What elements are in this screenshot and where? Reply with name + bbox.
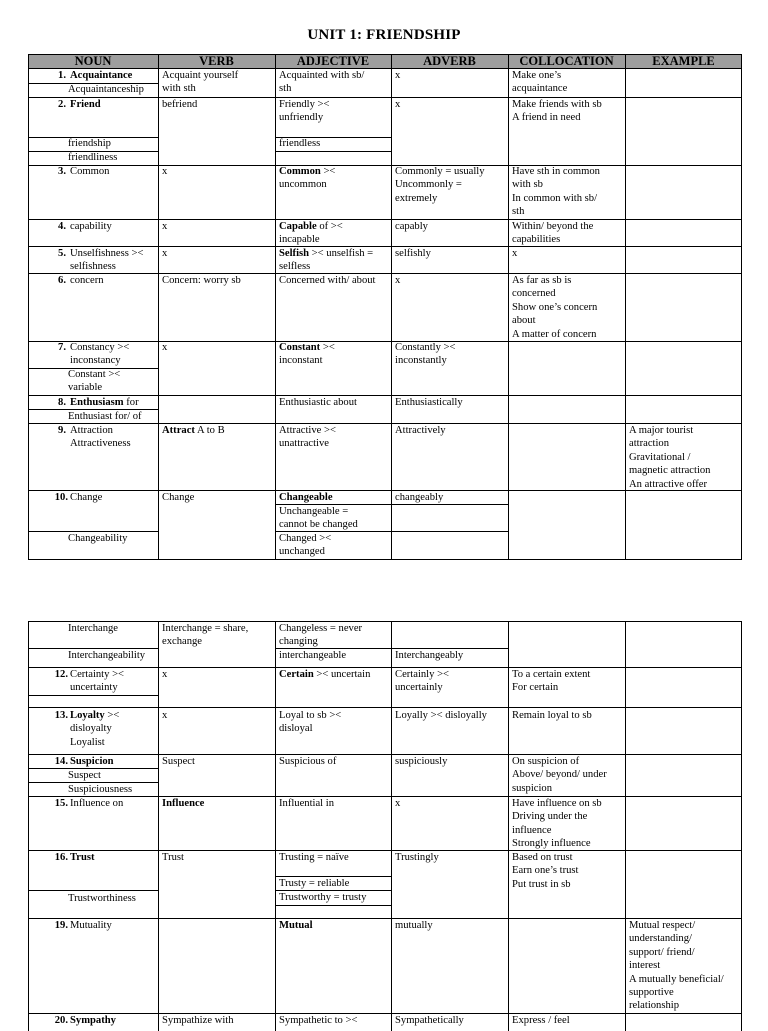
adj-enthusiastic: Enthusiastic about: [279, 397, 357, 408]
noun-enthusiasm: 8. Enthusiasm for: [58, 397, 139, 408]
verb-change: Change: [162, 492, 195, 503]
verb-concern: Concern: worry sb: [162, 275, 241, 286]
verb-influence: Influence: [162, 798, 205, 809]
adv-constantly: Constantly >< inconstantly: [395, 342, 456, 367]
adv-mutually: mutually: [395, 920, 433, 931]
example-mutual: Mutual respect/ understanding/ support/ friend/ interest A mutually beneficial/ supportive relationship: [629, 920, 724, 1012]
adv-suspiciously: suspiciously: [395, 756, 448, 767]
noun-changeability: Changeability: [68, 533, 128, 544]
verb-interchange: Interchange = share, exchange: [162, 623, 249, 648]
adj-influential: Influential in: [279, 798, 335, 809]
header-example: EXAMPLE: [652, 54, 715, 68]
header-collocation: COLLOCATION: [519, 54, 614, 68]
adj-sympathetic: Sympathetic to ><: [279, 1015, 358, 1026]
adj-attractive: Attractive >< unattractive: [279, 425, 336, 450]
adj-acquainted: Acquainted with sb/ sth: [279, 70, 365, 95]
adj-interchangeable: interchangeable: [279, 650, 347, 661]
example-attraction: A major tourist attraction Gravitational / magnetic attraction An attractive offer: [629, 425, 711, 490]
coll-capabilities: Within/ beyond the capabilities: [512, 221, 594, 246]
adj-friendless: friendless: [279, 138, 321, 149]
noun-suspicion: 14. Suspicion: [54, 756, 114, 767]
coll-x: x: [512, 248, 518, 259]
noun-common: 3. Common: [58, 166, 110, 177]
adj-trustworthy: Trustworthy = trusty: [279, 892, 367, 903]
verb-acquaint: Acquaint yourself with sth: [162, 70, 239, 95]
noun-attraction: 9. Attraction Attractiveness: [58, 425, 131, 450]
coll-certain: To a certain extent For certain: [512, 669, 591, 694]
coll-acquaintance: Make one’s acquaintance: [512, 70, 568, 95]
page-title: UNIT 1: FRIENDSHIP: [307, 27, 461, 43]
verb-x: x: [162, 221, 168, 232]
verb-befriend: befriend: [162, 99, 198, 110]
adj-changeless: Changeless = never changing: [279, 623, 363, 648]
noun-suspect: Suspect: [68, 770, 101, 781]
header-noun: NOUN: [74, 54, 112, 68]
verb-x: x: [162, 248, 168, 259]
coll-influence: Have influence on sb Driving under the influence Strongly influence: [512, 798, 602, 850]
noun-constant: Constant >< variable: [68, 369, 121, 394]
vocab-table-2: [28, 621, 742, 1031]
adv-interchangeably: Interchangeably: [395, 650, 464, 661]
coll-loyal: Remain loyal to sb: [512, 710, 592, 721]
verb-attract: Attract A to B: [162, 425, 225, 436]
adv-changeably: changeably: [395, 492, 444, 503]
noun-constancy: 7. Constancy >< inconstancy: [58, 342, 130, 367]
adj-unchangeable: Unchangeable = cannot be changed: [279, 506, 358, 531]
noun-interchangeability: Interchangeability: [68, 650, 146, 661]
verb-suspect: Suspect: [162, 756, 195, 767]
noun-friendliness: friendliness: [68, 152, 118, 163]
adj-trusty: Trusty = reliable: [279, 878, 350, 889]
noun-change: 10. Change: [54, 492, 103, 503]
noun-acquaintance: 1. Acquaintance: [58, 70, 133, 81]
noun-trustworthiness: Trustworthiness: [68, 893, 136, 904]
noun-loyalty: 13. Loyalty >< disloyalty Loyalist: [54, 710, 120, 748]
adj-constant: Constant >< inconstant: [279, 342, 335, 367]
noun-acquaintanceship: Acquaintanceship: [68, 84, 144, 95]
adv-loyally: Loyally >< disloyally: [395, 710, 487, 721]
verb-x: x: [162, 166, 168, 177]
noun-concern: 6. concern: [58, 275, 104, 286]
noun-influence: 15. Influence on: [54, 798, 124, 809]
adv-enthusiastically: Enthusiastically: [395, 397, 463, 408]
adj-capable: Capable of >< incapable: [279, 221, 343, 246]
header-verb: VERB: [199, 54, 234, 68]
adv-x: x: [395, 798, 401, 809]
coll-sympathy: Express / feel: [512, 1015, 570, 1026]
adv-x: x: [395, 275, 401, 286]
header-adjective: ADJECTIVE: [296, 54, 370, 68]
verb-x: x: [162, 342, 168, 353]
adj-mutual: Mutual: [279, 920, 313, 931]
adv-capably: capably: [395, 221, 428, 232]
noun-friend: 2. Friend: [58, 99, 101, 110]
adj-trusting: Trusting = naïve: [279, 852, 349, 863]
table-header: [28, 54, 742, 68]
coll-common: Have sth in common with sb In common with sb/ sth: [512, 166, 600, 218]
noun-capability: 4. capability: [58, 221, 112, 232]
verb-sympathize: Sympathize with: [162, 1015, 234, 1026]
verb-trust: Trust: [162, 852, 184, 863]
adj-changeable: Changeable: [279, 492, 333, 503]
noun-sympathy: 20. Sympathy: [54, 1015, 116, 1026]
noun-enthusiast: Enthusiast for/ of: [68, 411, 142, 422]
noun-friendship: friendship: [68, 138, 111, 149]
header-adverb: ADVERB: [423, 54, 476, 68]
noun-certainty: 12. Certainty >< uncertainty: [54, 669, 125, 694]
adj-concerned: Concerned with/ about: [279, 275, 376, 286]
adv-selfishly: selfishly: [395, 248, 431, 259]
noun-interchange: Interchange: [68, 623, 118, 634]
coll-friend: Make friends with sb A friend in need: [512, 99, 602, 124]
coll-concern: As far as sb is concerned Show one’s concern about A matter of concern: [512, 275, 598, 340]
adv-certainly: Certainly >< uncertainly: [395, 669, 450, 694]
adj-changed: Changed >< unchanged: [279, 533, 332, 558]
adj-suspicious: Suspicious of: [279, 756, 337, 767]
adv-attractively: Attractively: [395, 425, 446, 436]
adv-trustingly: Trustingly: [395, 852, 439, 863]
adj-loyal: Loyal to sb >< disloyal: [279, 710, 342, 735]
adj-selfish: Selfish >< unselfish = selfless: [279, 248, 374, 273]
adv-commonly: Commonly = usually Uncommonly = extremely: [395, 166, 485, 204]
verb-x: x: [162, 669, 168, 680]
noun-suspiciousness: Suspiciousness: [68, 784, 133, 795]
adj-friendly: Friendly >< unfriendly: [279, 99, 330, 124]
adj-common: Common >< uncommon: [279, 166, 336, 191]
adj-certain: Certain >< uncertain: [279, 669, 371, 680]
noun-trust: 16. Trust: [54, 852, 95, 863]
coll-suspicion: On suspicion of Above/ beyond/ under suspicion: [512, 756, 607, 794]
verb-x: x: [162, 710, 168, 721]
adv-x: x: [395, 99, 401, 110]
adv-sympathetically: Sympathetically: [395, 1015, 464, 1026]
noun-mutuality: 19. Mutuality: [54, 920, 112, 931]
noun-unselfishness: 5. Unselfishness >< selfishness: [58, 248, 144, 273]
vocab-table-1: [28, 54, 742, 559]
coll-trust: Based on trust Earn one’s trust Put trust in sb: [512, 852, 579, 890]
adv-x: x: [395, 70, 401, 81]
